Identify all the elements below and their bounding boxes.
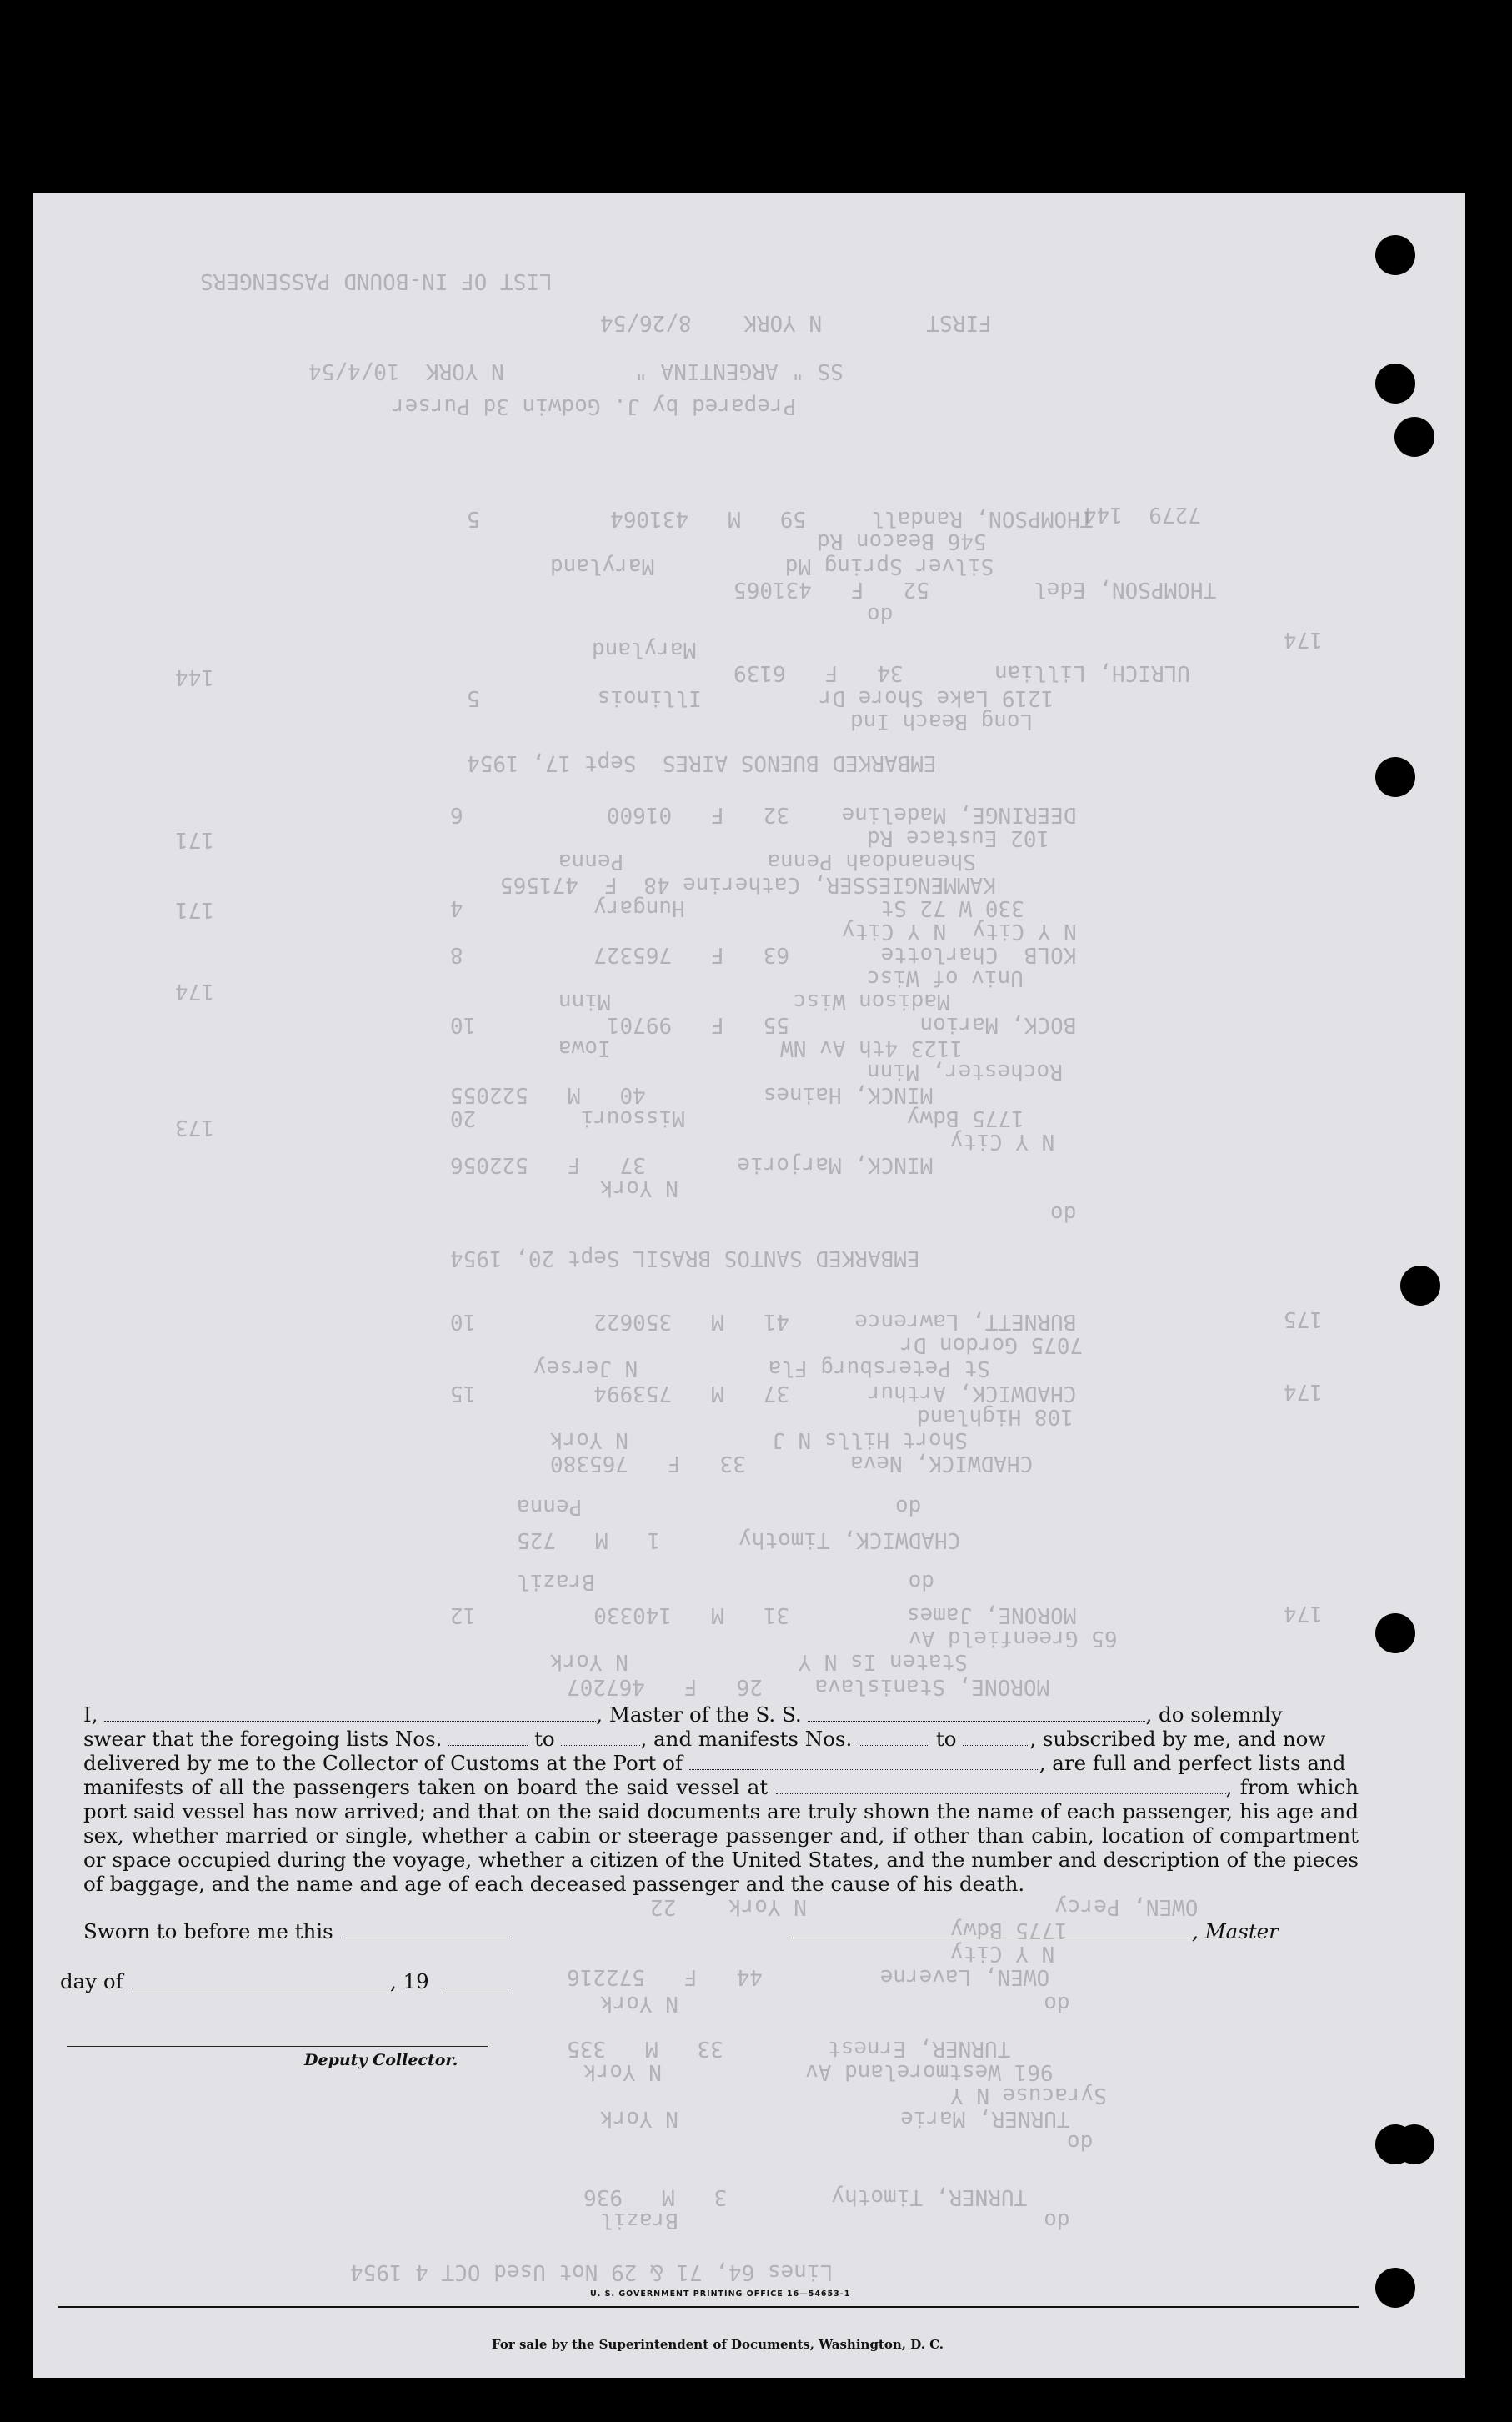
bleed-number: 171 bbox=[175, 827, 214, 852]
bleed-line: Syracuse N Y bbox=[950, 2083, 1107, 2108]
bleed-line: CHADWICK, Arthur 37 M 753994 15 bbox=[450, 1381, 1077, 1406]
sworn-label: Sworn to before me this bbox=[83, 1919, 333, 1943]
list-to-blank[interactable] bbox=[561, 1727, 640, 1746]
bleed-line: 546 Beacon Rd bbox=[817, 529, 987, 554]
manifest-page bbox=[33, 193, 1465, 2378]
embark-port-blank[interactable] bbox=[776, 1775, 1226, 1794]
oath-full-lists: , are full and perfect lists and bbox=[1039, 1751, 1346, 1775]
punch-hole bbox=[1375, 235, 1415, 275]
punch-hole bbox=[1375, 2268, 1415, 2308]
bleed-line: KAMMENGIESSER, Catherine 48 F 471565 bbox=[500, 872, 996, 897]
oath-to-1: to bbox=[534, 1727, 555, 1751]
bleed-line: Long Beach Ind bbox=[850, 709, 1034, 734]
bleed-number: 174 bbox=[1284, 1601, 1323, 1626]
bleed-line: Univ of Wisc bbox=[867, 965, 1024, 990]
bleed-embarked: EMBARKED SANTOS BRASIL Sept 20, 1954 bbox=[450, 1246, 920, 1271]
vessel-name-blank[interactable] bbox=[808, 1702, 1145, 1722]
bleed-line: KOLB Charlotte 63 F 765327 8 bbox=[450, 942, 1077, 967]
bleed-line: MORONE, Stanislava 26 F 467207 bbox=[567, 1674, 1050, 1699]
bleed-line: 1775 Bdwy bbox=[950, 1918, 1068, 1943]
bleed-line: Staten Is N Y N York bbox=[550, 1649, 968, 1674]
bleed-line: N York bbox=[600, 1176, 678, 1201]
bleed-line: DEERINGE, Madeline 32 F 01600 6 bbox=[450, 802, 1077, 827]
manifest-from-blank[interactable] bbox=[859, 1727, 929, 1746]
bleed-line: THOMPSON, Randall 59 M 431064 5 bbox=[467, 506, 1094, 531]
bleed-line: N Y City bbox=[950, 1129, 1055, 1154]
punch-hole bbox=[1375, 757, 1415, 797]
bleed-embarked: EMBARKED BUENOS AIRES Sept 17, 1954 bbox=[467, 750, 937, 775]
bleed-line: ULRICH, Lillian 34 F 6139 bbox=[733, 660, 1190, 685]
bleed-line: do Brazil bbox=[600, 2208, 1070, 2233]
day-of-label: day of bbox=[60, 1969, 123, 1993]
bleed-line: Short Hills N J N York bbox=[550, 1427, 968, 1452]
oath-from-which: , from which bbox=[1225, 1775, 1359, 1799]
bleed-line: BURNETT, Lawrence 41 M 350622 10 bbox=[450, 1309, 1077, 1334]
bleed-line: TURNER, Timothy 3 M 936 bbox=[583, 2184, 1028, 2209]
bleed-line: 1219 Lake Shore Dr Illinois 5 bbox=[467, 685, 1054, 710]
oath-paragraph bbox=[83, 1702, 1359, 1896]
bleed-line: CHADWICK, Neva 33 F 765380 bbox=[550, 1451, 1034, 1476]
oath-subscribed: , subscribed by me, and now bbox=[1029, 1727, 1326, 1751]
oath-solemnly: , do solemnly bbox=[1145, 1702, 1283, 1727]
bleed-number: 144 bbox=[175, 664, 214, 689]
bleed-line: CHADWICK, Timothy 1 M 725 bbox=[517, 1527, 961, 1552]
bleed-line: do Brazil bbox=[517, 1569, 934, 1594]
master-name-blank[interactable] bbox=[104, 1702, 596, 1722]
bleed-line: MINCK, Marjorie 37 F 522056 bbox=[450, 1152, 934, 1177]
bleed-header-3: SS " ARGENTINA " N YORK 10/4/54 bbox=[308, 359, 844, 384]
oath-manifests: , and manifests Nos. bbox=[640, 1727, 853, 1751]
bleed-header-4: Prepared by J. Godwin 3d Purser bbox=[392, 394, 797, 419]
bleed-number: 174 bbox=[1284, 627, 1323, 652]
bleed-line: do bbox=[1050, 1201, 1077, 1226]
gpo-imprint: U. S. GOVERNMENT PRINTING OFFICE 16—54653-1 bbox=[590, 2289, 851, 2299]
deputy-collector-label: Deputy Collector. bbox=[304, 2051, 458, 2069]
bleed-line: N Y City bbox=[950, 1941, 1055, 1966]
oath-delivered: delivered by me to the Collector of Customs at the Port of bbox=[83, 1751, 683, 1775]
bleed-line: OWEN, Laverne 44 F 572216 bbox=[567, 1964, 1050, 1989]
punch-hole bbox=[1394, 417, 1434, 457]
bleed-line: MINCK, Haines 40 M 522055 bbox=[450, 1082, 934, 1107]
oath-body: port said vessel has now arrived; and that on the said documents are truly shown the name of each passenger, his age and sex, whether married or single, whether a cabin or steerage passenger and, if other than cabin, location of compartment or space occupied during the voyage, whether a citizen of the United States, and the number and description of the pieces of baggage, and the name and age of each deceased passenger and the cause of his death. bbox=[83, 1799, 1359, 1896]
manifest-to-blank[interactable] bbox=[963, 1727, 1029, 1746]
bleed-number: 174 bbox=[175, 979, 214, 1004]
deputy-signature-blank[interactable] bbox=[67, 2046, 488, 2047]
bleed-line: do N York bbox=[600, 1991, 1070, 2016]
bleed-line: 961 Westmoreland Av N York bbox=[583, 2059, 1054, 2084]
bleed-header-1: LIST OF IN-BOUND PASSENGERS bbox=[200, 268, 553, 293]
bleed-line: 102 Eustace Rd bbox=[867, 825, 1050, 850]
bleed-line: 7075 Gordon Dr bbox=[900, 1332, 1084, 1357]
bleed-line: 1123 4th Av NW Iowa bbox=[558, 1035, 964, 1061]
bleed-line: BOCK, Marion 55 F 99701 10 bbox=[450, 1012, 1077, 1037]
bleed-number: 7279 144 bbox=[1084, 502, 1201, 527]
bleed-line: do Penna bbox=[517, 1494, 922, 1519]
bleed-line: 65 Greenfield Av bbox=[909, 1626, 1118, 1651]
bleed-line: Shenandoah Penna Penna bbox=[558, 849, 976, 874]
bleed-line: OWEN, Percy N York 22 bbox=[650, 1894, 1199, 1919]
bleed-number: 171 bbox=[175, 897, 214, 922]
master-label: , Master bbox=[1192, 1919, 1279, 1943]
oath-swear: swear that the foregoing lists Nos. bbox=[83, 1727, 443, 1751]
punch-hole bbox=[1400, 1266, 1440, 1306]
year-label: , 19 bbox=[390, 1969, 429, 1993]
oath-i: I, bbox=[83, 1702, 98, 1727]
punch-hole bbox=[1375, 364, 1415, 404]
list-from-blank[interactable] bbox=[448, 1727, 528, 1746]
bleed-line: Lines 64, 71 & 29 Not Used OCT 4 1954 bbox=[350, 2259, 834, 2284]
punch-hole bbox=[1394, 2124, 1434, 2164]
bleed-line: 108 Highland bbox=[917, 1404, 1074, 1429]
bleed-line: do bbox=[1067, 2129, 1094, 2154]
bleed-line: 330 W 72 St Hungary 4 bbox=[450, 895, 1024, 920]
bleed-line: N Y City N Y City bbox=[842, 919, 1077, 944]
punch-hole bbox=[1375, 1613, 1415, 1653]
bleed-number: 175 bbox=[1284, 1306, 1323, 1331]
bleed-line: TURNER, Marie N York bbox=[600, 2106, 1070, 2131]
oath-master-of: , Master of the S. S. bbox=[596, 1702, 802, 1727]
bleed-line: St Petersburg Fla N Jersey bbox=[533, 1356, 990, 1381]
bleed-line: Maryland bbox=[592, 637, 697, 662]
oath-to-2: to bbox=[935, 1727, 957, 1751]
sale-notice: For sale by the Superintendent of Documents, Washington, D. C. bbox=[492, 2337, 944, 2352]
bleed-line: do bbox=[867, 602, 894, 627]
port-blank[interactable] bbox=[689, 1751, 1039, 1770]
bleed-line: Rochester, Minn bbox=[867, 1059, 1063, 1084]
bleed-line: THOMPSON, Edel 52 F 431065 bbox=[733, 577, 1217, 602]
bleed-line: MORONE, James 31 M 140330 12 bbox=[450, 1602, 1077, 1627]
bleed-line: Madison Wisc Minn bbox=[558, 989, 950, 1014]
bleed-number: 173 bbox=[175, 1115, 214, 1140]
bleed-line: 1775 Bdwy Missouri 20 bbox=[450, 1106, 1024, 1131]
bleed-header-2: FIRST N YORK 8/26/54 bbox=[600, 310, 992, 335]
bleed-line: TURNER, Ernest 33 M 335 bbox=[567, 2036, 1011, 2061]
bleed-line: Silver Spring Md Maryland bbox=[550, 554, 994, 579]
oath-manifests-line: manifests of all the passengers taken on board the said vessel at bbox=[83, 1775, 769, 1799]
footer-divider bbox=[58, 2306, 1359, 2308]
bleed-number: 174 bbox=[1284, 1379, 1323, 1404]
